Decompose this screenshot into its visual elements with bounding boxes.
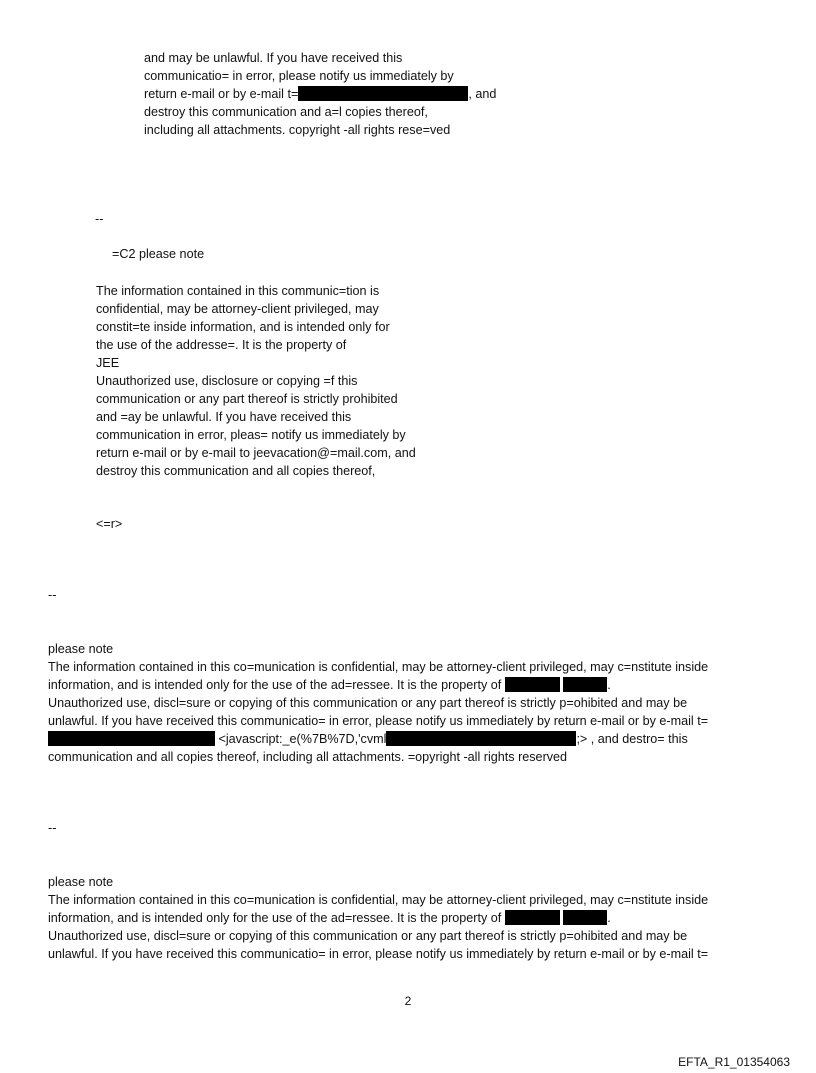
redaction-box <box>563 677 607 692</box>
text-line: The information contained in this communic=tion is <box>96 284 380 298</box>
text-segment: <javascript:_e(%7B%7D,'cvml <box>218 732 387 746</box>
please-note-heading: please note <box>48 875 114 889</box>
text-line: communication and all copies thereof, including all attachments. =opyright -all rights reserved <box>48 750 568 764</box>
text-line: unlawful. If you have received this communicatio= in error, please notify us immediately by return e-mail or by e-mail t= <box>48 714 709 728</box>
please-note-heading: please note <box>48 642 114 656</box>
text-line: destroy this communication and all copies thereof, <box>96 464 376 478</box>
text-line: The information contained in this co=munication is confidential, may be attorney-client privileged, may c=nstitute inside <box>48 893 709 907</box>
text-line: Unauthorized use, discl=sure or copying of this communication or any part thereof is strictly p=ohibited and may be <box>48 696 688 710</box>
redaction-box <box>505 910 560 925</box>
text-line: confidential, may be attorney-client privileged, may <box>96 302 379 316</box>
email-separator: -- <box>95 212 104 226</box>
please-note-heading: =C2 please note <box>112 247 205 261</box>
text-line: destroy this communication and a=l copies thereof, <box>144 105 428 119</box>
text-line <box>48 909 708 927</box>
email-disclaimer-block-2 <box>96 282 416 480</box>
text-line: JEE <box>96 356 120 370</box>
text-line: including all attachments. copyright -all rights rese=ved <box>144 123 451 137</box>
line-break-tag: <=r> <box>96 517 123 531</box>
redaction-box <box>386 731 576 746</box>
redaction-box <box>48 731 215 746</box>
text-line: constit=te inside information, and is intended only for <box>96 320 390 334</box>
text-line: unlawful. If you have received this communicatio= in error, please notify us immediately by return e-mail or by e-mail t= <box>48 947 709 961</box>
redaction-box <box>505 677 560 692</box>
text-segment: return e-mail or by e-mail t= <box>144 87 299 101</box>
text-line: and =ay be unlawful. If you have received this <box>96 410 352 424</box>
email-disclaimer-block-3 <box>48 640 708 766</box>
email-disclaimer-block-4 <box>48 873 708 963</box>
text-line: Unauthorized use, disclosure or copying =f this <box>96 374 358 388</box>
text-segment: . <box>607 911 611 925</box>
text-line <box>48 730 708 748</box>
text-segment: information, and is intended only for the use of the ad=ressee. It is the property of <box>48 911 502 925</box>
text-segment: , and <box>468 87 497 101</box>
text-segment: information, and is intended only for the use of the ad=ressee. It is the property of <box>48 678 502 692</box>
text-line <box>48 676 708 694</box>
page-number: 2 <box>404 994 412 1008</box>
text-line: Unauthorized use, discl=sure or copying of this communication or any part thereof is strictly p=ohibited and may be <box>48 929 688 943</box>
email-separator: -- <box>48 588 57 602</box>
email-disclaimer-block-1 <box>144 49 496 139</box>
email-separator: -- <box>48 821 57 835</box>
redaction-box <box>563 910 607 925</box>
text-line: communicatio= in error, please notify us immediately by <box>144 69 454 83</box>
document-id: EFTA_R1_01354063 <box>678 1055 790 1069</box>
redaction-box <box>298 86 468 101</box>
text-line: communication in error, pleas= notify us immediately by <box>96 428 406 442</box>
text-line: communication or any part thereof is strictly prohibited <box>96 392 398 406</box>
text-line: return e-mail or by e-mail to jeevacation@=mail.com, and <box>96 446 416 460</box>
text-line: and may be unlawful. If you have received this <box>144 51 403 65</box>
text-line: the use of the addresse=. It is the property of <box>96 338 347 352</box>
text-line <box>144 85 496 103</box>
text-segment: ;> , and destro= this <box>576 732 688 746</box>
text-segment: . <box>607 678 611 692</box>
text-line: The information contained in this co=munication is confidential, may be attorney-client privileged, may c=nstitute inside <box>48 660 709 674</box>
